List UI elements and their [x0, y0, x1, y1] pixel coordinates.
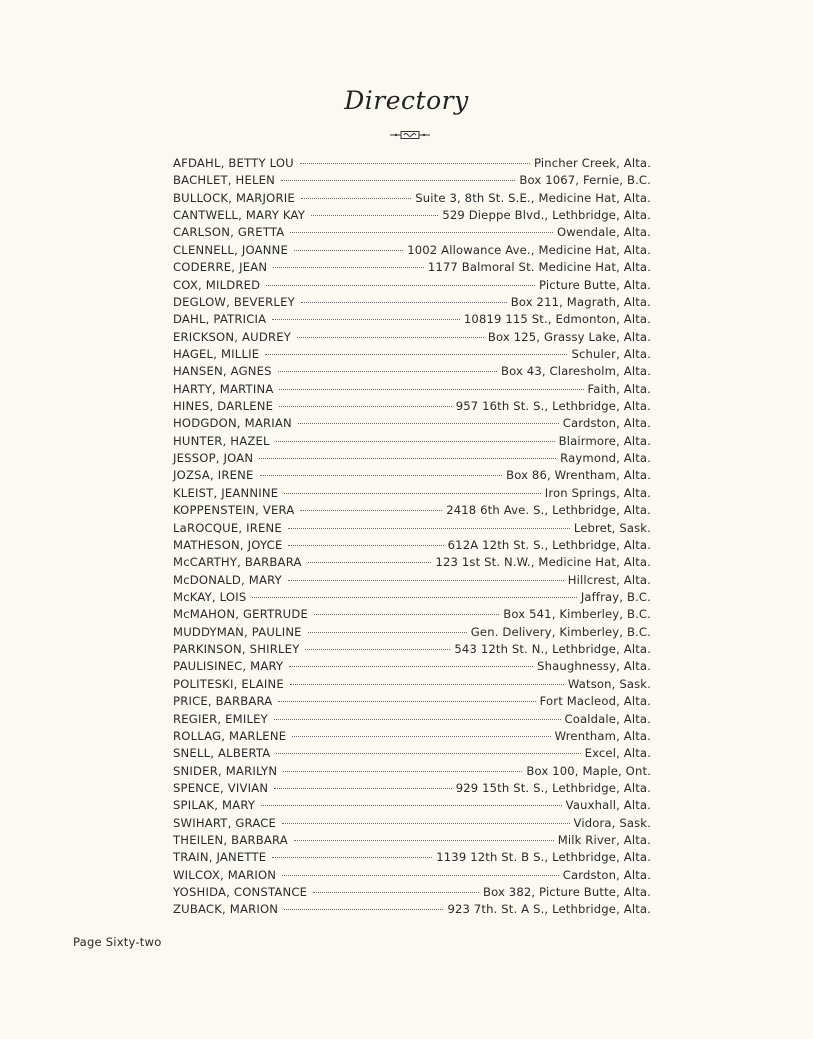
dot-leader [282, 875, 559, 876]
entry-address: Hillcrest, Alta. [567, 572, 651, 587]
entry-address: Pincher Creek, Alta. [533, 156, 651, 170]
entry-name: ROLLAG, MARLENE [173, 728, 287, 743]
entry-name: COX, MILDRED [173, 277, 261, 292]
directory-entry [173, 450, 651, 467]
entry-address: Cardston, Alta. [562, 867, 651, 882]
dot-leader [279, 406, 452, 407]
dot-leader [283, 771, 522, 772]
dot-leader [265, 354, 567, 355]
ornament-divider-icon [390, 130, 430, 140]
directory-entry [173, 641, 651, 658]
directory-entry [173, 676, 651, 693]
dot-leader [260, 475, 503, 476]
directory-entry [173, 901, 651, 918]
directory-entry [173, 693, 651, 710]
directory-entry [173, 572, 651, 589]
dot-leader [290, 684, 564, 685]
entry-name: ZUBACK, MARION [173, 902, 279, 917]
entry-address: Gen. Delivery, Kimberley, B.C. [470, 624, 651, 639]
entry-address: Box 43, Claresholm, Alta. [500, 364, 651, 379]
entry-name: HANSEN, AGNES [173, 364, 272, 379]
directory-entry [173, 624, 651, 641]
directory-entry [173, 363, 651, 380]
dot-leader [266, 285, 535, 286]
dot-leader [297, 337, 484, 338]
directory-entry [173, 606, 651, 623]
directory-entry [173, 398, 651, 415]
dot-leader [272, 857, 432, 858]
entry-address: 1139 12th St. B S., Lethbridge, Alta. [436, 850, 651, 865]
dot-leader [313, 892, 479, 893]
directory-entry [173, 190, 651, 207]
entry-address: 2418 6th Ave. S., Lethbridge, Alta. [446, 503, 651, 518]
entry-name: AFDAHL, BETTY LOU [173, 156, 294, 170]
entry-name: WILCOX, MARION [173, 867, 277, 882]
entry-name: BACHLET, HELEN [173, 173, 276, 188]
dot-leader [314, 614, 499, 615]
entry-address: Blairmore, Alta. [558, 433, 651, 448]
entry-name: MATHESON, JOYCE [173, 537, 283, 552]
directory-entry [173, 589, 651, 606]
entry-address: Shaughnessy, Alta. [537, 659, 651, 674]
directory-entry [173, 502, 651, 519]
entry-address: Suite 3, 8th St. S.E., Medicine Hat, Alta. [415, 190, 651, 205]
entry-address: Fort Macleod, Alta. [539, 694, 651, 709]
dot-leader [288, 580, 564, 581]
page-title: Directory [344, 86, 469, 115]
dot-leader [276, 753, 580, 754]
dot-leader [284, 909, 443, 910]
entry-name: JOZSA, IRENE [173, 468, 254, 483]
entry-name: McKAY, LOIS [173, 589, 247, 604]
entry-name: TRAIN, JANETTE [173, 850, 267, 865]
dot-leader [308, 562, 432, 563]
dot-leader [308, 632, 467, 633]
directory-entry [173, 415, 651, 432]
dot-leader [284, 493, 541, 494]
entry-address: 123 1st St. N.W., Medicine Hat, Alta. [435, 555, 651, 570]
entry-name: REGIER, EMILEY [173, 711, 268, 726]
dot-leader [278, 371, 497, 372]
entry-address: Lebret, Sask. [573, 520, 651, 535]
dot-leader [300, 163, 530, 164]
entry-address: 10819 115 St., Edmonton, Alta. [463, 312, 651, 327]
dot-leader [279, 389, 583, 390]
entry-name: POLITESKI, ELAINE [173, 676, 284, 691]
directory-entry [173, 311, 651, 328]
entry-name: McMAHON, GERTRUDE [173, 607, 308, 622]
entry-address: 957 16th St. S., Lethbridge, Alta. [455, 399, 651, 414]
directory-entry [173, 329, 651, 346]
dot-leader [278, 701, 535, 702]
directory-entry [173, 728, 651, 745]
entry-name: KLEIST, JEANNINE [173, 485, 279, 500]
directory-entry [173, 884, 651, 901]
entry-name: CLENNELL, JOANNE [173, 242, 288, 257]
entry-name: DAHL, PATRICIA [173, 312, 267, 327]
entry-name: McCARTHY, BARBARA [173, 555, 302, 570]
dot-leader [301, 198, 411, 199]
entry-name: DEGLOW, BEVERLEY [173, 294, 295, 309]
dot-leader [252, 597, 576, 598]
dot-leader [276, 441, 555, 442]
entry-address: 612A 12th St. S., Lethbridge, Alta. [447, 537, 651, 552]
entry-address: 1002 Allowance Ave., Medicine Hat, Alta. [407, 242, 651, 257]
directory-entry [173, 346, 651, 363]
entry-name: ERICKSON, AUDREY [173, 329, 292, 344]
dot-leader [301, 302, 507, 303]
directory-entry [173, 797, 651, 814]
entry-address: Watson, Sask. [567, 676, 651, 691]
entry-address: 923 7th. St. A S., Lethbridge, Alta. [447, 902, 651, 917]
entry-address: Raymond, Alta. [560, 451, 651, 466]
entry-name: HODGDON, MARIAN [173, 416, 292, 431]
directory-entry [173, 867, 651, 884]
directory-entry [173, 485, 651, 502]
directory-entry [173, 381, 651, 398]
entry-name: SWIHART, GRACE [173, 815, 277, 830]
entry-name: MUDDYMAN, PAULINE [173, 624, 302, 639]
entry-name: YOSHIDA, CONSTANCE [173, 885, 308, 900]
dot-leader [298, 423, 559, 424]
entry-address: Cardston, Alta. [562, 416, 651, 431]
entry-name: JESSOP, JOAN [173, 451, 254, 466]
directory-entry [173, 832, 651, 849]
directory-entry [173, 433, 651, 450]
directory-entry [173, 711, 651, 728]
entry-address: Owendale, Alta. [556, 225, 651, 240]
entry-address: Box 211, Magrath, Alta. [510, 294, 651, 309]
entry-address: Iron Springs, Alta. [544, 485, 651, 500]
dot-leader [272, 319, 460, 320]
entry-name: HUNTER, HAZEL [173, 433, 270, 448]
directory-entry [173, 259, 651, 276]
directory-entry [173, 294, 651, 311]
entry-address: 1177 Balmoral St. Medicine Hat, Alta. [427, 260, 651, 275]
entry-name: CARLSON, GRETTA [173, 225, 285, 240]
entry-address: Vauxhall, Alta. [565, 798, 651, 813]
directory-entry [173, 745, 651, 762]
dot-leader [274, 719, 561, 720]
directory-entry [173, 467, 651, 484]
entry-name: CODERRE, JEAN [173, 260, 268, 275]
entry-name: PRICE, BARBARA [173, 694, 273, 709]
directory-entry [173, 849, 651, 866]
entry-address: Excel, Alta. [584, 746, 651, 761]
entry-name: HAGEL, MILLIE [173, 346, 260, 361]
entry-name: PARKINSON, SHIRLEY [173, 642, 300, 657]
directory-entry [173, 520, 651, 537]
directory-entry [173, 277, 651, 294]
entry-name: McDONALD, MARY [173, 572, 282, 587]
directory-entry [173, 763, 651, 780]
dot-leader [281, 180, 515, 181]
dot-leader [273, 267, 424, 268]
dot-leader [290, 232, 553, 233]
entry-address: Vidora, Sask. [573, 815, 651, 830]
directory-entry [173, 172, 651, 189]
entry-name: SPILAK, MARY [173, 798, 256, 813]
directory-entry [173, 658, 651, 675]
entry-address: Box 100, Maple, Ont. [526, 763, 651, 778]
directory-list [173, 155, 651, 919]
entry-address: Milk River, Alta. [557, 833, 651, 848]
entry-address: Box 382, Picture Butte, Alta. [482, 885, 651, 900]
entry-address: 543 12th St. N., Lethbridge, Alta. [454, 642, 651, 657]
entry-name: LaROCQUE, IRENE [173, 520, 282, 535]
page-number: Page Sixty-two [73, 935, 162, 949]
entry-name: BULLOCK, MARJORIE [173, 190, 295, 205]
entry-address: Wrentham, Alta. [554, 728, 651, 743]
dot-leader [288, 545, 443, 546]
entry-address: Box 86, Wrentham, Alta. [506, 468, 651, 483]
entry-address: Box 125, Grassy Lake, Alta. [487, 329, 651, 344]
entry-address: Jaffray, B.C. [580, 589, 651, 604]
dot-leader [305, 649, 450, 650]
entry-name: KOPPENSTEIN, VERA [173, 503, 295, 518]
directory-entry [173, 242, 651, 259]
dot-leader [288, 528, 570, 529]
entry-address: Box 1067, Fernie, B.C. [519, 173, 651, 188]
directory-entry [173, 537, 651, 554]
dot-leader [300, 510, 442, 511]
entry-name: SNIDER, MARILYN [173, 763, 278, 778]
entry-address: Box 541, Kimberley, B.C. [503, 607, 651, 622]
directory-entry [173, 554, 651, 571]
entry-name: SPENCE, VIVIAN [173, 780, 269, 795]
entry-name: HINES, DARLENE [173, 399, 274, 414]
entry-address: 529 Dieppe Blvd., Lethbridge, Alta. [442, 208, 651, 223]
entry-address: 929 15th St. S., Lethbridge, Alta. [455, 780, 651, 795]
dot-leader [294, 250, 403, 251]
directory-entry [173, 815, 651, 832]
entry-name: PAULISINEC, MARY [173, 659, 284, 674]
dot-leader [282, 823, 569, 824]
dot-leader [259, 458, 556, 459]
dot-leader [311, 215, 438, 216]
entry-name: SNELL, ALBERTA [173, 746, 271, 761]
dot-leader [274, 788, 451, 789]
entry-name: HARTY, MARTINA [173, 381, 274, 396]
directory-entry [173, 780, 651, 797]
entry-address: Coaldale, Alta. [564, 711, 651, 726]
entry-address: Picture Butte, Alta. [539, 277, 651, 292]
directory-entry [173, 224, 651, 241]
entry-address: Faith, Alta. [587, 381, 651, 396]
directory-entry [173, 207, 651, 224]
dot-leader [289, 666, 533, 667]
dot-leader [294, 840, 554, 841]
dot-leader [292, 736, 550, 737]
entry-name: THEILEN, BARBARA [173, 833, 288, 848]
dot-leader [261, 805, 562, 806]
directory-entry [173, 155, 651, 172]
entry-address: Schuler, Alta. [571, 346, 651, 361]
entry-name: CANTWELL, MARY KAY [173, 208, 305, 223]
